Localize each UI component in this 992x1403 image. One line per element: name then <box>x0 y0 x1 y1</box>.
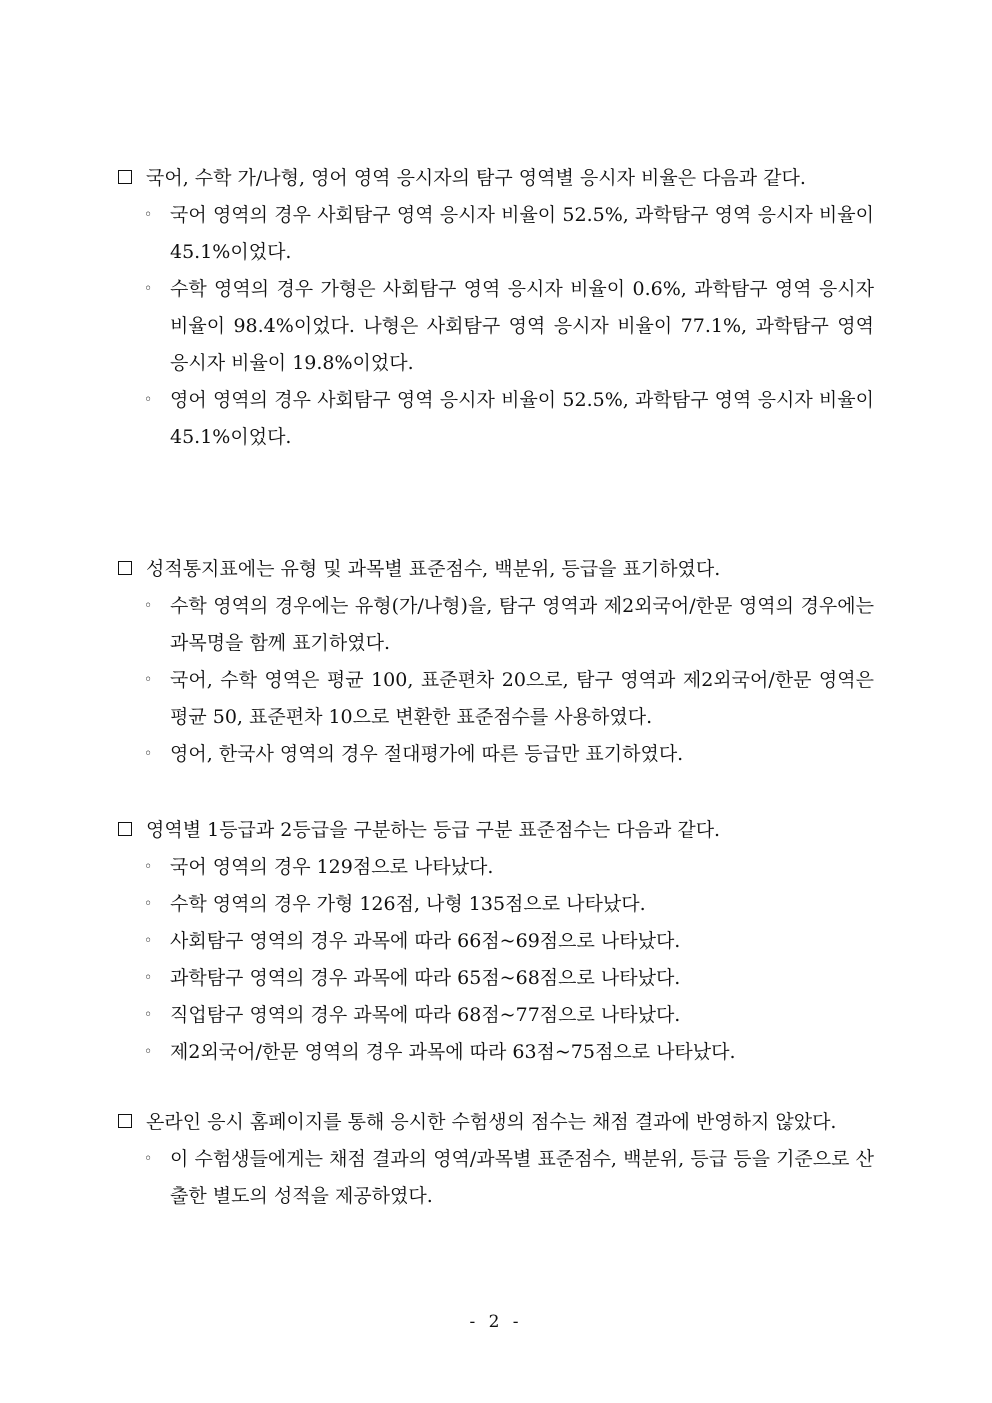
circle-bullet-icon: ◦ <box>144 1044 153 1060</box>
list-item: ◦ 수학 영역의 경우 가형은 사회탐구 영역 응시자 비율이 0.6%, 과학탐구 영역 응시자 비율이 98.4%이었다. 나형은 사회탐구 영역 응시자 비율이 77.1%, 과학탐구 영역 응시자 비율이 19.8%이었다. <box>142 271 874 382</box>
circle-bullet-icon: ◦ <box>144 859 153 875</box>
checkbox-square-icon <box>118 1114 132 1128</box>
circle-bullet-icon: ◦ <box>144 746 153 762</box>
list-item: ◦ 제2외국어/한문 영역의 경우 과목에 따라 63점~75점으로 나타났다. <box>142 1034 874 1071</box>
circle-bullet-icon: ◦ <box>144 1007 153 1023</box>
circle-bullet-icon: ◦ <box>144 896 153 912</box>
section-exploration-ratio <box>118 160 874 456</box>
list-item: ◦ 국어, 수학 영역은 평균 100, 표준편차 20으로, 탐구 영역과 제2외국어/한문 영역은 평균 50, 표준편차 10으로 변환한 표준점수를 사용하였다. <box>142 662 874 736</box>
checkbox-square-icon <box>118 561 132 575</box>
list-item: ◦ 수학 영역의 경우에는 유형(가/나형)을, 탐구 영역과 제2외국어/한문 영역의 경우에는 과목명을 함께 표기하였다. <box>142 588 874 662</box>
circle-bullet-icon: ◦ <box>144 392 153 408</box>
section-heading: 성적통지표에는 유형 및 과목별 표준점수, 백분위, 등급을 표기하였다. <box>118 551 874 588</box>
circle-bullet-icon: ◦ <box>144 1151 153 1167</box>
list-item: ◦ 직업탐구 영역의 경우 과목에 따라 68점~77점으로 나타났다. <box>142 997 874 1034</box>
list-item: ◦ 국어 영역의 경우 129점으로 나타났다. <box>142 849 874 886</box>
circle-bullet-icon: ◦ <box>144 598 153 614</box>
section-grade-cutoff <box>118 812 874 1071</box>
checkbox-square-icon <box>118 822 132 836</box>
section-online-applicants <box>118 1104 874 1215</box>
list-item: ◦ 수학 영역의 경우 가형 126점, 나형 135점으로 나타났다. <box>142 886 874 923</box>
circle-bullet-icon: ◦ <box>144 672 153 688</box>
checkbox-square-icon <box>118 170 132 184</box>
list-item: ◦ 과학탐구 영역의 경우 과목에 따라 65점~68점으로 나타났다. <box>142 960 874 997</box>
circle-bullet-icon: ◦ <box>144 207 153 223</box>
section-heading: 온라인 응시 홈페이지를 통해 응시한 수험생의 점수는 채점 결과에 반영하지 않았다. <box>118 1104 874 1141</box>
section-heading: 국어, 수학 가/나형, 영어 영역 응시자의 탐구 영역별 응시자 비율은 다음과 같다. <box>118 160 874 197</box>
circle-bullet-icon: ◦ <box>144 970 153 986</box>
list-item: ◦ 영어, 한국사 영역의 경우 절대평가에 따른 등급만 표기하였다. <box>142 736 874 773</box>
list-item: ◦ 영어 영역의 경우 사회탐구 영역 응시자 비율이 52.5%, 과학탐구 영역 응시자 비율이 45.1%이었다. <box>142 382 874 456</box>
section-score-report <box>118 551 874 773</box>
list-item: ◦ 이 수험생들에게는 채점 결과의 영역/과목별 표준점수, 백분위, 등급 등을 기준으로 산출한 별도의 성적을 제공하였다. <box>142 1141 874 1215</box>
circle-bullet-icon: ◦ <box>144 281 153 297</box>
list-item: ◦ 국어 영역의 경우 사회탐구 영역 응시자 비율이 52.5%, 과학탐구 영역 응시자 비율이 45.1%이었다. <box>142 197 874 271</box>
page-number: - 2 - <box>469 1312 523 1332</box>
section-heading: 영역별 1등급과 2등급을 구분하는 등급 구분 표준점수는 다음과 같다. <box>118 812 874 849</box>
list-item: ◦ 사회탐구 영역의 경우 과목에 따라 66점~69점으로 나타났다. <box>142 923 874 960</box>
circle-bullet-icon: ◦ <box>144 933 153 949</box>
